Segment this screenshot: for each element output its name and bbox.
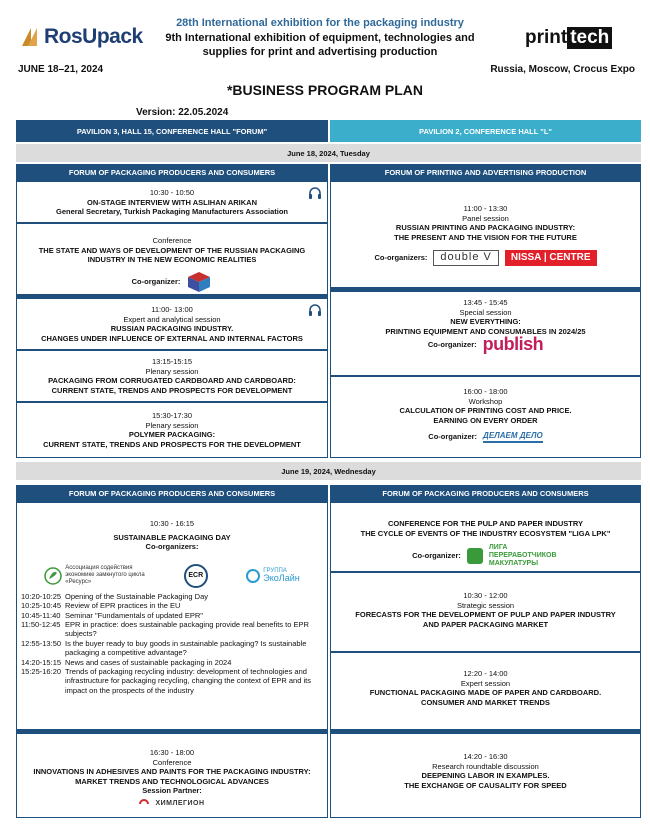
rosupack-mark-icon [22, 28, 40, 46]
coorganizer-label: Co-organizer: [428, 432, 478, 442]
schedule-text: Is the buyer ready to buy goods in sustainable packaging? Is sustainable packaging a competitive advantage? [65, 638, 307, 658]
session-subtitle: EARNING ON EVERY ORDER [433, 415, 538, 425]
exhibition-line-1: 28th International exhibition for the packaging industry [176, 17, 464, 29]
ecoline-circle-icon [246, 569, 260, 583]
day2-forum-right: FORUM OF PACKAGING PRODUCERS AND CONSUMERS [330, 485, 641, 502]
schedule-item [21, 667, 323, 695]
printech-logo-a: print [525, 27, 568, 48]
session-card [330, 376, 641, 458]
session-type: Expert and analytical session [123, 314, 221, 324]
liga-lpk-logo: ЛИГА ПЕРЕРАБОТЧИКОВ МАКУЛАТУРЫ [488, 544, 557, 568]
schedule-item [21, 639, 323, 658]
session-subtitle: CONSUMER AND MARKET TRENDS [421, 697, 550, 707]
himlegion-mark-icon [139, 799, 149, 809]
session-card [330, 291, 641, 376]
session-title: CONFERENCE FOR THE PULP AND PAPER INDUSTRY [387, 519, 583, 528]
session-card [330, 181, 641, 288]
coorganizer-label: Co-organizers: [374, 253, 428, 263]
session-card [16, 181, 328, 223]
session-subtitle: THE CYCLE OF EVENTS OF THE INDUSTRY ECOSYSTEM "LIGA LPK" [360, 528, 611, 538]
session-card [16, 402, 328, 458]
publish-logo: publish [482, 334, 544, 355]
session-time: 10:30 - 16:15 [149, 519, 195, 528]
session-time: 11:00 - 13:30 [463, 204, 508, 213]
session-title: CALCULATION OF PRINTING COST AND PRICE. [399, 406, 572, 416]
session-subtitle: CURRENT STATE, TRENDS AND PROSPECTS FOR THE DEVELOPMENT [43, 439, 301, 449]
resurs-association-logo [44, 565, 145, 586]
session-title: RUSSIAN PRINTING AND PACKAGING INDUSTRY: [395, 223, 576, 233]
session-type: Workshop [468, 396, 503, 406]
himlegion-logo: ХИМЛЕГИОН [155, 800, 205, 808]
schedule-time: 15:25-16:20 [21, 667, 62, 677]
session-time: 13:15-15:15 [151, 357, 193, 366]
ecoline-logo-group: ГРУППА [263, 568, 287, 575]
schedule-time: 14:20-15:15 [21, 657, 62, 667]
delaem-delo-logo: ДЕЛАЕМ ДЕЛО [483, 431, 543, 443]
coorganizer-cube-logo-icon [186, 271, 212, 293]
session-title: DEEPENING LABOR IN EXAMPLES. [421, 771, 550, 781]
session-type: Plenary session [145, 366, 199, 376]
doublev-logo: double V [433, 250, 498, 266]
page-title: *BUSINESS PROGRAM PLAN [226, 82, 424, 98]
ecr-logo: ECR [184, 564, 208, 588]
session-time: 10:30 - 10:50 [149, 188, 195, 197]
session-card [16, 223, 328, 295]
session-type: Conference [152, 236, 192, 245]
schedule-list [17, 592, 327, 695]
schedule-text: Review of EPR practices in the EU [65, 601, 181, 611]
printech-logo [525, 27, 612, 49]
session-card [16, 350, 328, 402]
session-card [16, 298, 328, 350]
session-title: PACKAGING FROM CORRUGATED CARDBOARD AND CARDBOARD: [48, 376, 296, 386]
session-title: SUSTAINABLE PACKAGING DAY [113, 532, 231, 542]
session-subtitle: CHANGES UNDER INFLUENCE OF EXTERNAL AND INTERNAL FACTORS [41, 333, 303, 343]
rosupack-logo-text: RosUpack [44, 25, 143, 48]
coorganizer-label: Co-organizer: [427, 340, 477, 350]
session-title: FORECASTS FOR THE DEVELOPMENT OF PULP AND PAPER INDUSTRY [355, 610, 616, 620]
session-time: 10:30 - 12:00 [463, 591, 508, 600]
session-time: 16:30 - 18:00 [149, 748, 195, 757]
schedule-time: 10:45-11:40 [21, 610, 61, 620]
schedule-text: Opening of the Sustainable Packaging Day [65, 591, 209, 601]
session-title: FUNCTIONAL PACKAGING MADE OF PAPER AND CARDBOARD. [369, 688, 602, 698]
printech-logo-b: tech [567, 27, 612, 49]
day1-date-bar: June 18, 2024, Tuesday [16, 144, 641, 162]
schedule-text: Seminar "Fundamentals of updated EPR" [65, 610, 203, 620]
day1-forum-left: FORUM OF PACKAGING PRODUCERS AND CONSUMERS [16, 164, 328, 181]
nissa-centre-logo: NISSA | CENTRE [505, 250, 597, 266]
ecoline-logo [246, 568, 299, 583]
schedule-item [21, 620, 323, 639]
event-location: Russia, Moscow, Crocus Expo [490, 64, 635, 75]
schedule-text: News and cases of sustainable packaging in 2024 [65, 657, 232, 667]
session-title: RUSSIAN PACKAGING INDUSTRY. [110, 324, 234, 334]
schedule-time: 12:55-13:50 [21, 638, 62, 648]
resurs-logo-text: Ассоциация содействия экономике замкнутого цикла «Ресурс» [65, 565, 145, 586]
coorganizer-label: Co-organizer: [412, 551, 461, 561]
session-subtitle: AND PAPER PACKAGING MARKET [422, 619, 549, 629]
session-time: 14:20 - 16:30 [463, 752, 508, 761]
session-card [16, 733, 328, 818]
session-time: 12:20 - 14:00 [463, 669, 508, 678]
session-card [330, 502, 641, 572]
day2-date-bar: June 19, 2024, Wednesday [16, 462, 641, 480]
session-subtitle: General Secretary, Turkish Packaging Manufacturers Association [55, 207, 289, 217]
session-type: Panel session [462, 213, 509, 223]
session-time: 13:45 - 15:45 [463, 298, 508, 307]
resurs-leaf-icon [44, 567, 62, 585]
session-type: Special session [459, 307, 512, 317]
schedule-item [21, 592, 323, 601]
rosupack-logo [22, 26, 162, 50]
schedule-text: Trends of packaging recycling industry: development of technologies and infrastructure for packaging recycling, changing the context of EPR and its impact on the prospects of the industry [65, 667, 311, 695]
session-subtitle: THE PRESENT AND THE VISION FOR THE FUTURE [394, 232, 577, 242]
session-type: Strategic session [456, 600, 515, 610]
session-card [16, 502, 328, 730]
session-title: POLYMER PACKAGING: [128, 430, 216, 440]
session-title: THE STATE AND WAYS OF DEVELOPMENT OF THE RUSSIAN PACKAGING INDUSTRY IN THE NEW ECONOMIC REALITIES [38, 245, 306, 265]
day2-forum-left: FORUM OF PACKAGING PRODUCERS AND CONSUMERS [16, 485, 328, 502]
pavilion-right-header: PAVILION 2, CONFERENCE HALL "L" [330, 120, 641, 142]
session-title: INNOVATIONS IN ADHESIVES AND PAINTS FOR THE PACKAGING INDUSTRY: [33, 767, 311, 777]
liga-lpk-mark-icon [467, 548, 483, 564]
session-partner-label: Session Partner: [142, 786, 202, 796]
session-title: NEW EVERYTHING: [450, 317, 521, 327]
schedule-time: 11:50-12:45 [21, 620, 61, 629]
session-title: ON-STAGE INTERVIEW WITH ASLIHAN ARIKAN [87, 197, 257, 207]
headphones-icon [308, 303, 322, 317]
session-subtitle: PRINTING EQUIPMENT AND CONSUMABLES IN 2024/25 [385, 326, 586, 336]
session-type: Conference [152, 757, 192, 767]
day1-forum-right: FORUM OF PRINTING AND ADVERTISING PRODUCTION [330, 164, 641, 181]
headphones-icon [308, 186, 322, 200]
session-type: Expert session [460, 678, 511, 688]
schedule-time: 10:25-10:45 [21, 601, 62, 611]
event-dates: JUNE 18–21, 2024 [18, 64, 104, 75]
schedule-item [21, 611, 323, 620]
schedule-time: 10:20-10:25 [21, 591, 62, 601]
session-card [330, 572, 641, 652]
session-type: Plenary session [145, 420, 199, 430]
exhibition-line-2: 9th International exhibition of equipment, technologies and supplies for print and advertising production [165, 32, 475, 58]
coorganizer-label: Co-organizer: [131, 276, 181, 286]
version-label: Version: 22.05.2024 [136, 107, 229, 118]
coorganizer-label: Co-organizers: [145, 542, 199, 552]
session-time: 11:00- 13:00 [151, 305, 193, 314]
session-card [330, 652, 641, 730]
session-time: 15:30-17:30 [151, 411, 193, 420]
schedule-text: EPR in practice: does sustainable packaging provide real benefits to EPR subjects? [65, 620, 309, 639]
pavilion-left-header: PAVILION 3, HALL 15, CONFERENCE HALL "FORUM" [16, 120, 328, 142]
ecoline-logo-name: ЭкоЛайн [263, 573, 300, 584]
session-card [330, 733, 641, 818]
schedule-item [21, 601, 323, 610]
session-type: Research roundtable discussion [432, 761, 539, 771]
session-time: 16:00 - 18:00 [463, 387, 508, 396]
schedule-item [21, 658, 323, 667]
session-subtitle: CURRENT STATE, TRENDS AND PROSPECTS FOR DEVELOPMENT [51, 385, 293, 395]
session-subtitle: MARKET TRENDS AND TECHNOLOGICAL ADVANCES [75, 776, 269, 786]
session-subtitle: THE EXCHANGE OF CAUSALITY FOR SPEED [404, 780, 567, 790]
